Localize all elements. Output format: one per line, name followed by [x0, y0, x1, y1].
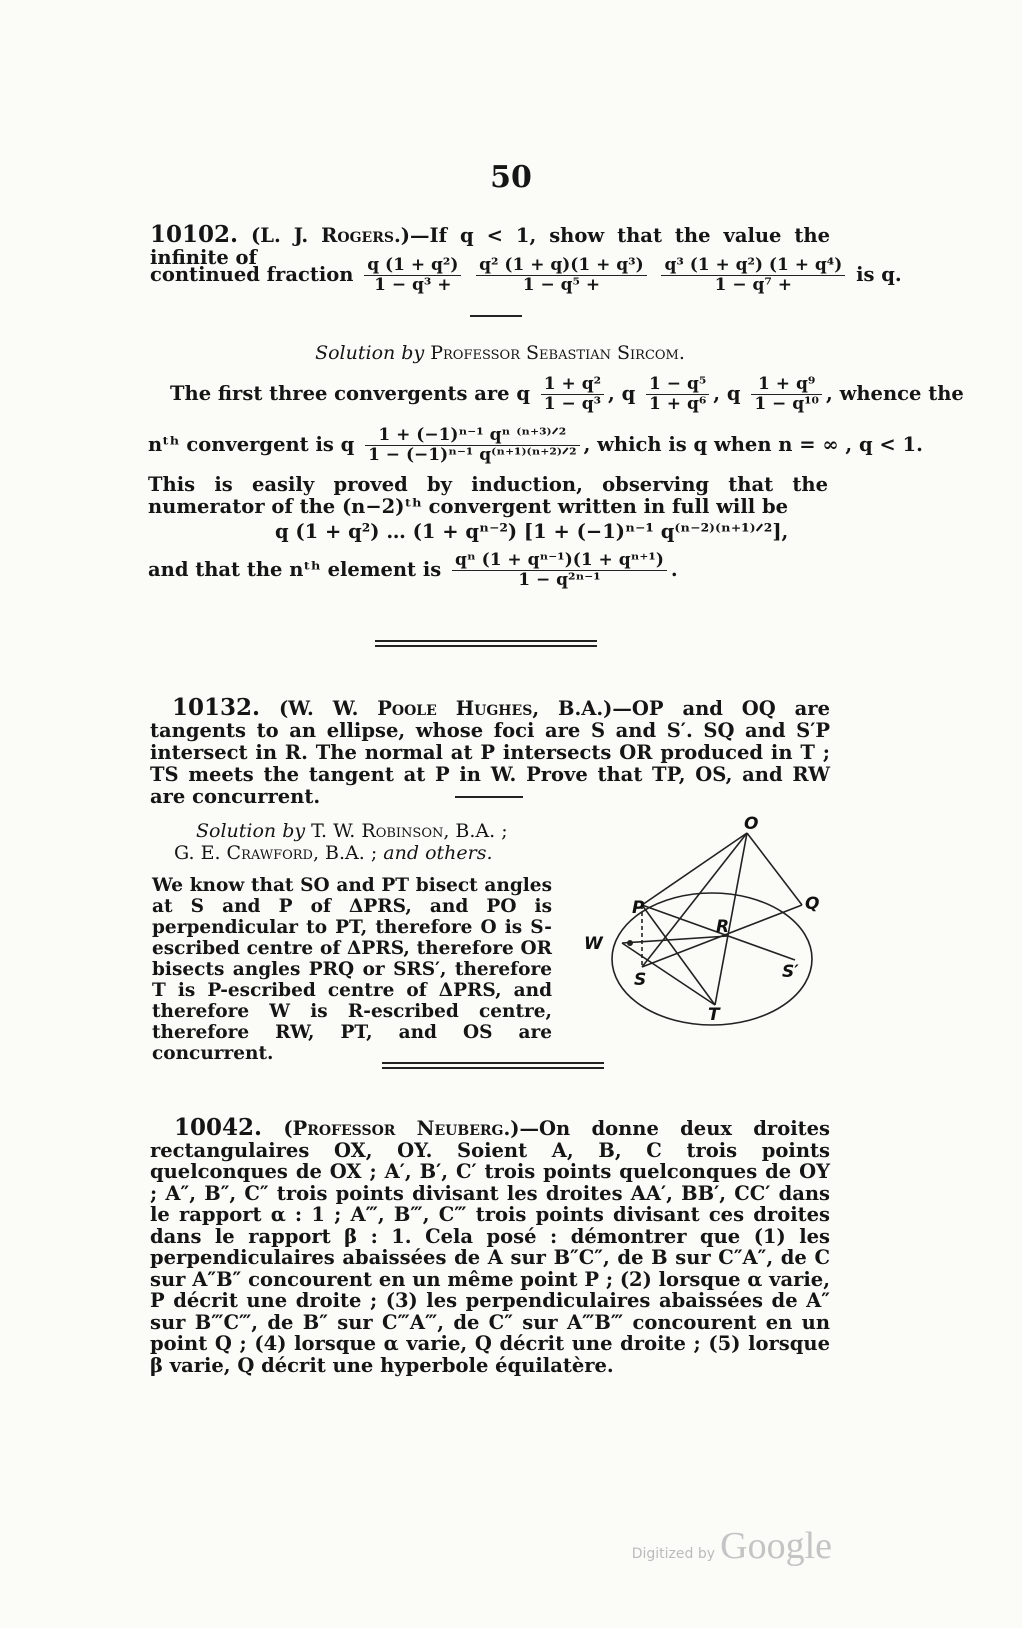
short-rule: [455, 796, 523, 798]
label-o: O: [744, 815, 759, 834]
solution-10132-body: We know that SO and PT bisect angles at S and P of ΔPRS, and PO is perpendicular to PT, therefore O is S-escribed centre of ΔPRS, therefore OR bisects angles PRQ or SRS′, therefore T is P-escribed centre of ΔPRS, and therefore W is R-escribed centre, therefore RW, PT, and OS are concurrent.: [152, 875, 552, 1064]
solution-heading-2a: Solution by T. W. Robinson, B.A. ;: [196, 820, 508, 842]
problem-number: 10132.: [172, 694, 261, 721]
cf-term-2: $\frac{\text{q² (1 + q)(1 + q³)}}{\text{1 − q⁵ +}}$: [476, 256, 646, 295]
problem-10132-statement: 10132. (W. W. Poole Hughes, B.A.)—OP and OQ are tangents to an ellipse, whose foci are S and S′. SQ and S′P intersect in R. The normal at P intersects OR produced in T ; TS meets the tangent at P in W. Prove that TP, OS, and RW are concurrent.: [150, 694, 830, 808]
solution-heading-2b: G. E. Crawford, B.A. ; and others.: [174, 842, 493, 864]
solution-heading-1: Solution by Professor Sebastian Sircom.: [315, 342, 685, 364]
line-tail: is q.: [856, 263, 902, 286]
section-divider-1: [375, 640, 597, 647]
problem-number: 10102.: [150, 221, 239, 248]
cf-term-3: $\frac{\text{q³ (1 + q²) (1 + q⁴)}}{\text{1 − q⁷ +}}$: [661, 256, 845, 295]
problem-10042-statement: 10042. (Professor Neuberg.)—On donne deux droites rectangulaires OX, OY. Soient A, B, C trois points quelconques de OX ; A′, B′, C′ trois points quelconques de OY ; A″, B″, C″ trois points divisant les droites AA′, BB′, CC′ dans le rapport α : 1 ; A‴, B‴, C‴ trois points divisant ces droites dans le rapport β : 1. Cela posé : démontrer que (1) les perpendiculaires abaissées de A sur B″C″, de B sur C″A″, de C sur A″B″ concourent en un même point P ; (2) lorsque α varie, P décrit une droite ; (3) les perpendiculaires abaissées de A″ sur B‴C‴, de B″ sur C‴A‴, de C″ sur A‴B‴ concourent en un point Q ; (4) lorsque α varie, Q décrit une droite ; (5) lorsque β varie, Q décrit une hyperbole équilatère.: [150, 1114, 830, 1377]
problem-text: —If q < 1, show that the value the infinite of: [150, 224, 831, 269]
section-divider-2: [382, 1062, 604, 1069]
label-t: T: [708, 1005, 720, 1025]
label-p: P: [632, 898, 645, 918]
problem-number: 10042.: [174, 1114, 263, 1141]
cf-term-1: $\frac{\text{q (1 + q²)}}{\text{1 − q³ +}}$: [364, 256, 461, 295]
solution-formula: q (1 + q²) … (1 + qⁿ⁻²) [1 + (−1)ⁿ⁻¹ q⁽ⁿ⁻²⁾⁽ⁿ⁺¹⁾ᐟ²],: [275, 520, 789, 543]
solution-line-5: and that the nᵗʰ element is $\frac{\text{qⁿ (1 + qⁿ⁻¹)(1 + qⁿ⁺¹)}}{\text{1 − q²ⁿ⁻¹}}$ .: [148, 550, 678, 590]
line-lead: continued fraction: [150, 263, 354, 286]
solution-line-1: The first three convergents are q $\frac{\text{1 + q²}}{\text{1 − q³}}$ , q $\frac{\text{1 − q⁵}}{\text{1 + q⁶}}$ , q $\frac{\text{1 + q⁹}}{\text{1 − q¹⁰}}$ , whence the: [170, 374, 964, 414]
solution-line-3: This is easily proved by induction, observing that the numerator of the (n−2)ᵗʰ convergent written in full will be: [148, 473, 828, 518]
label-s: S: [634, 970, 647, 990]
label-r: R: [716, 917, 730, 937]
label-w: W: [584, 934, 603, 954]
problem-author: (L. J. Rogers.): [251, 224, 410, 247]
ellipse-figure: [570, 815, 835, 1030]
solution-line-2: nᵗʰ convergent is q $\frac{\text{1 + (−1)ⁿ⁻¹ qⁿ ⁽ⁿ⁺³⁾ᐟ²}}{\text{1 − (−1)ⁿ⁻¹ q⁽ⁿ⁺¹⁾⁽ⁿ⁺²⁾ᐟ²}}$ , which is q when n = ∞ , q < 1.: [148, 425, 923, 465]
label-q: Q: [805, 894, 820, 914]
google-watermark: Digitized by Google: [631, 1525, 832, 1567]
short-rule: [470, 315, 522, 317]
label-s-prime: S′: [782, 962, 799, 982]
page-number: 50: [490, 160, 532, 195]
point-dot: [627, 940, 633, 946]
tangent-oq: [747, 833, 802, 905]
continued-fraction-line: [150, 255, 902, 295]
